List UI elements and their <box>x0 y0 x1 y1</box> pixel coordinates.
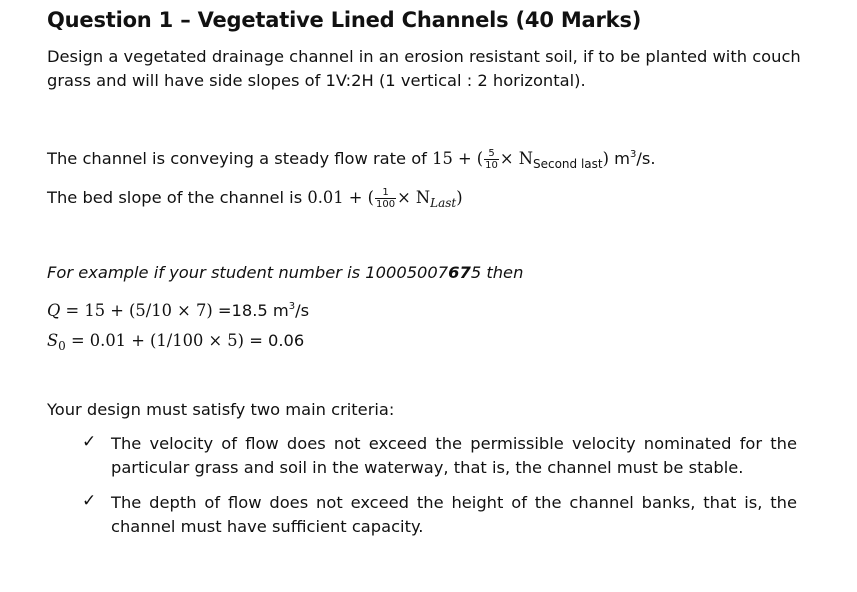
slope-n-sub: Last <box>430 196 457 210</box>
flow-fraction <box>484 148 499 171</box>
q-equation-line <box>47 295 309 323</box>
question-heading: Question 1 – Vegetative Lined Channels (40 Marks) <box>47 8 642 32</box>
s-variable-sub: 0 <box>58 339 66 353</box>
q-result: =18.5 m <box>217 301 289 320</box>
flow-rate-prefix: The channel is conveying a steady flow rate of <box>47 149 433 168</box>
criterion-velocity: The velocity of flow does not exceed the permissible velocity nominated for the particular grass and soil in the waterway, that is, the channel must be stable. <box>111 434 797 477</box>
s-equation-line <box>47 329 304 358</box>
s-result: = 0.06 <box>249 331 305 350</box>
slope-frac-num: 1 <box>375 187 396 199</box>
q-result-sup: 3 <box>288 301 296 312</box>
slope-close: ) <box>456 188 463 207</box>
slope-frac-den: 100 <box>375 199 396 210</box>
q-result-end: /s <box>295 301 310 320</box>
flow-unit-end: /s. <box>636 149 656 168</box>
checkmark-icon: ✓ <box>82 491 97 511</box>
flow-n-sub: Second last <box>532 157 603 171</box>
criteria-intro: Your design must satisfy two main criteria: <box>47 400 395 419</box>
slope-expr-start: 0.01 + ( <box>307 188 374 207</box>
flow-frac-num: 5 <box>484 148 499 160</box>
criterion-depth: The depth of flow does not exceed the height of the channel banks, that is, the channel must have sufficient capacity. <box>111 493 797 536</box>
flow-rate-line <box>47 143 656 176</box>
slope-prefix: The bed slope of the channel is <box>47 188 308 207</box>
flow-frac-den: 10 <box>485 160 498 171</box>
flow-close: ) <box>602 149 609 168</box>
slope-fraction <box>375 187 396 210</box>
example-suffix: 5 then <box>470 263 524 282</box>
example-line <box>47 261 523 285</box>
q-variable: Q <box>47 301 61 320</box>
slope-times-n: × N <box>397 188 431 207</box>
s-variable: S <box>47 331 59 350</box>
flow-expr-start: 15 + ( <box>432 149 484 168</box>
q-expression: = 15 + (5/10 × 7) <box>60 301 218 320</box>
s-expression: = 0.01 + (1/100 × 5) <box>65 331 250 350</box>
bed-slope-line <box>47 186 463 215</box>
flow-unit: m <box>608 149 630 168</box>
flow-times-n: × N <box>499 149 533 168</box>
checkmark-icon: ✓ <box>82 432 97 452</box>
example-bold-digits: 67 <box>448 263 471 282</box>
example-prefix: For example if your student number is 10005007 <box>47 263 449 282</box>
intro-paragraph: Design a vegetated drainage channel in an erosion resistant soil, if to be planted with couch grass and will have side slopes of 1V:2H (1 vertical : 2 horizontal). <box>47 47 801 90</box>
flow-unit-sup: 3 <box>630 149 637 160</box>
